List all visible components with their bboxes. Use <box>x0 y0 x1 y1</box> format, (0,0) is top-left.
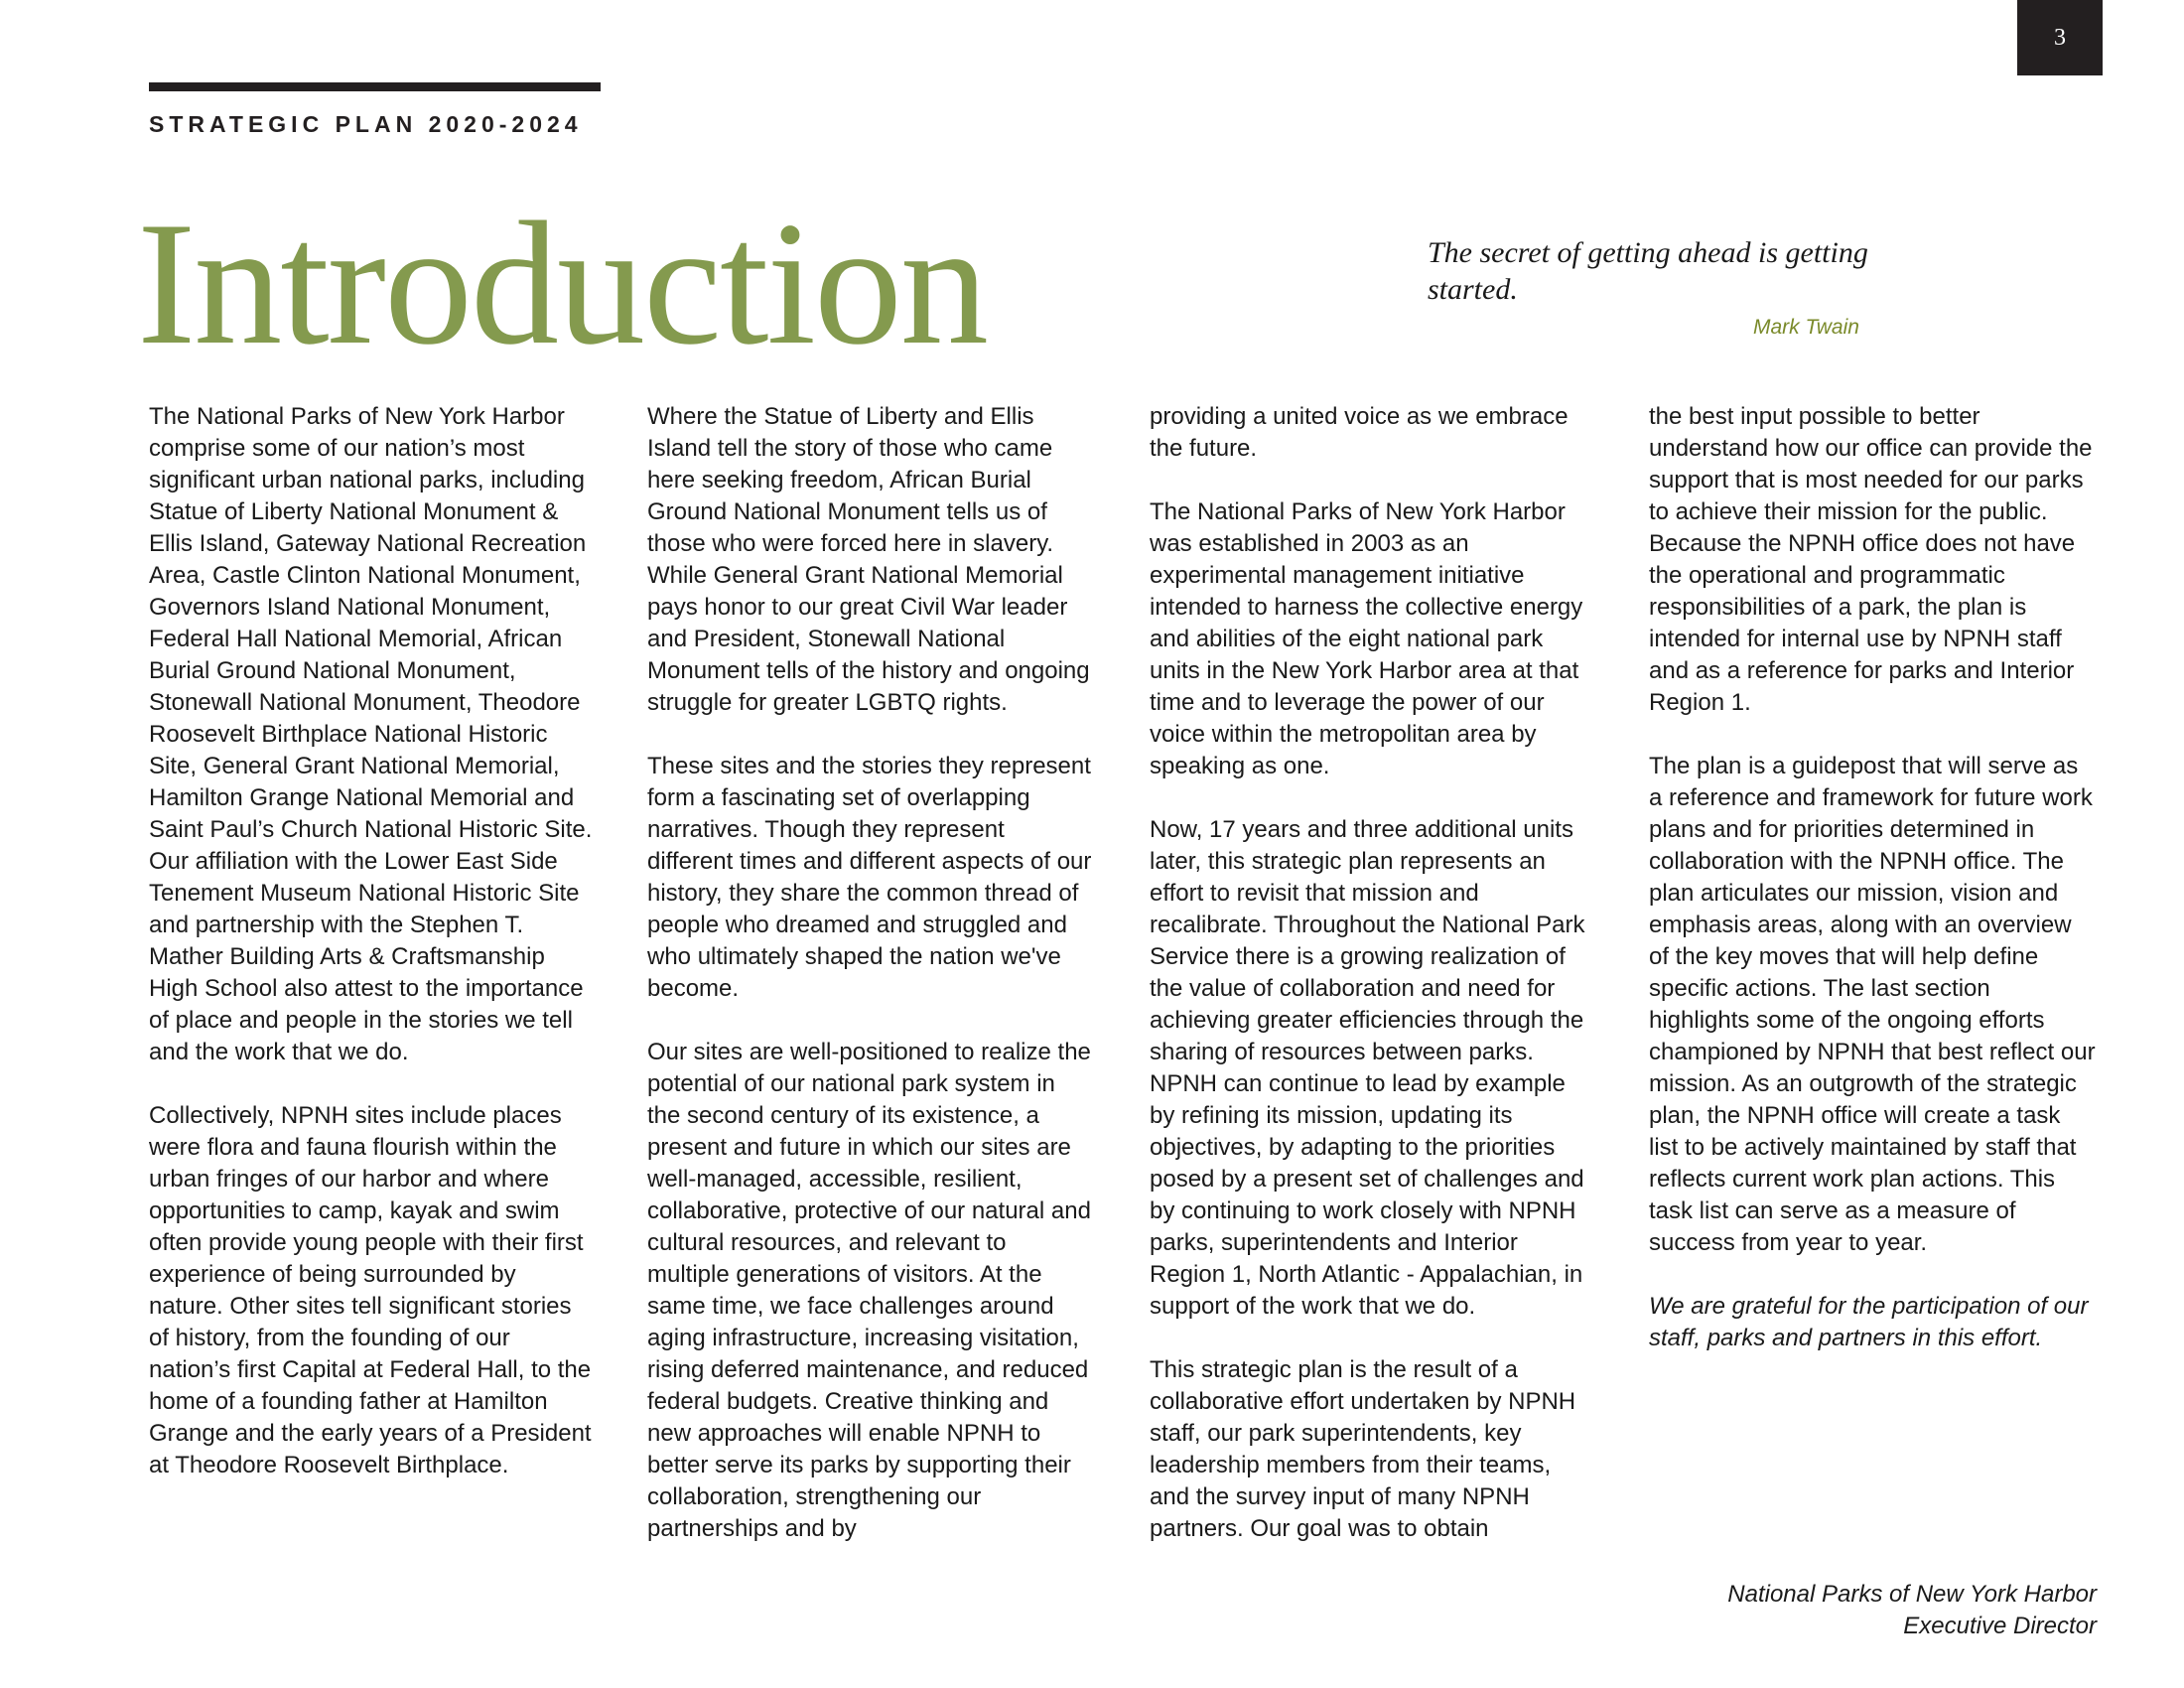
text-column-1 <box>149 401 596 1513</box>
paragraph: The National Parks of New York Harbor comprise some of our nation’s most significant urban national parks, including Statue of Liberty National Monument & Ellis Island, Gateway National Recreation Area, Castle Clinton National Monument, Governors Island National Monument, Federal Hall National Memorial, African Burial Ground National Monument, Stonewall National Monument, Theodore Roosevelt Birthplace National Historic Site, General Grant National Memorial, Hamilton Grange National Memorial and Saint Paul’s Church National Historic Site. Our affiliation with the Lower East Side Tenement Museum National Historic Site and partnership with the Stephen T. Mather Building Arts & Craftsmanship High School also attest to the importance of place and people in the stories we tell and the work that we do. <box>149 403 593 1065</box>
signature-title: Executive Director <box>1903 1613 2097 1639</box>
text-column-4 <box>1649 401 2096 1386</box>
closing-note: We are grateful for the participation of our staff, parks and partners in this effort. <box>1649 1293 2089 1351</box>
quote-author: Mark Twain <box>1753 316 1859 339</box>
signature-org: National Parks of New York Harbor <box>1727 1581 2097 1608</box>
text-column-2 <box>647 401 1094 1577</box>
paragraph: the best input possible to better understand how our office can provide the support that is most needed for our parks to achieve their mission for the public. Because the NPNH office does not have the operational and programmatic responsibilities of a park, the plan is intended for internal use by NPNH staff and as a reference for parks and Interior Region 1. <box>1649 403 2093 716</box>
text-column-3 <box>1150 401 1596 1577</box>
paragraph: Now, 17 years and three additional units later, this strategic plan represents an effort to revisit that mission and recalibrate. Throughout the National Park Service there is a growing realization of the value of collaboration and need for achieving greater efficiencies through the sharing of resources between parks. NPNH can continue to lead by example by refining its mission, updating its objectives, by adapting to the priorities posed by a present set of challenges and by continuing to work closely with NPNH parks, superintendents and Interior Region 1, North Atlantic - Appalachian, in support of the work that we do. <box>1150 816 1585 1320</box>
paragraph: These sites and the stories they represent form a fascinating set of overlapping narratives. Though they represent different times and different aspects of our history, they share the common thread of people who dreamed and struggled and who ultimately shaped the nation we've become. <box>647 753 1092 1002</box>
page-number-text: 3 <box>2054 24 2066 51</box>
paragraph: The plan is a guidepost that will serve as a reference and framework for future work plans and for priorities determined in collaboration with the NPNH office. The plan articulates our mission, vision and emphasis areas, along with an overview of the key moves that will help define specific actions. The last section highlights some of the ongoing efforts championed by NPNH that best reflect our mission. As an outgrowth of the strategic plan, the NPNH office will create a task list to be actively maintained by staff that reflects current work plan actions. This task list can serve as a measure of success from year to year. <box>1649 753 2096 1256</box>
paragraph: providing a united voice as we embrace the future. <box>1150 403 1569 462</box>
paragraph: The National Parks of New York Harbor was established in 2003 as an experimental management initiative intended to harness the collective energy and abilities of the eight national park units in the New York Harbor area at that time and to leverage the power of our voice within the metropolitan area by speaking as one. <box>1150 498 1583 779</box>
page-number <box>2017 0 2103 75</box>
paragraph: This strategic plan is the result of a collaborative effort undertaken by NPNH staff, our park superintendents, key leadership members from their teams, and the survey input of many NPNH partners. Our goal was to obtain <box>1150 1356 1576 1542</box>
signature-block <box>1727 1579 2097 1642</box>
page-title: Introduction <box>137 185 987 381</box>
pull-quote: The secret of getting ahead is getting started. <box>1428 236 1868 306</box>
header-rule <box>149 82 601 91</box>
paragraph: Our sites are well-positioned to realize the potential of our national park system in the second century of its existence, a present and future in which our sites are well-managed, accessible, resilient, collaborative, protective of our natural and cultural resources, and relevant to multiple generations of visitors. At the same time, we face challenges around aging infrastructure, increasing visitation, rising deferred maintenance, and reduced federal budgets. Creative thinking and new approaches will enable NPNH to better serve its parks by supporting their collaboration, strengthening our partnerships and by <box>647 1039 1091 1542</box>
paragraph: Where the Statue of Liberty and Ellis Island tell the story of those who came here seeking freedom, African Burial Ground National Monument tells us of those who were forced here in slavery. While General Grant National Memorial pays honor to our great Civil War leader and President, Stonewall National Monument tells of the history and ongoing struggle for greater LGBTQ rights. <box>647 403 1090 716</box>
paragraph: Collectively, NPNH sites include places were flora and fauna flourish within the urban fringes of our harbor and where opportunities to camp, kayak and swim often provide young people with their first experience of being surrounded by nature. Other sites tell significant stories of history, from the founding of our nation’s first Capital at Federal Hall, to the home of a founding father at Hamilton Grange and the early years of a President at Theodore Roosevelt Birthplace. <box>149 1102 592 1478</box>
header-label: STRATEGIC PLAN 2020-2024 <box>149 111 583 137</box>
